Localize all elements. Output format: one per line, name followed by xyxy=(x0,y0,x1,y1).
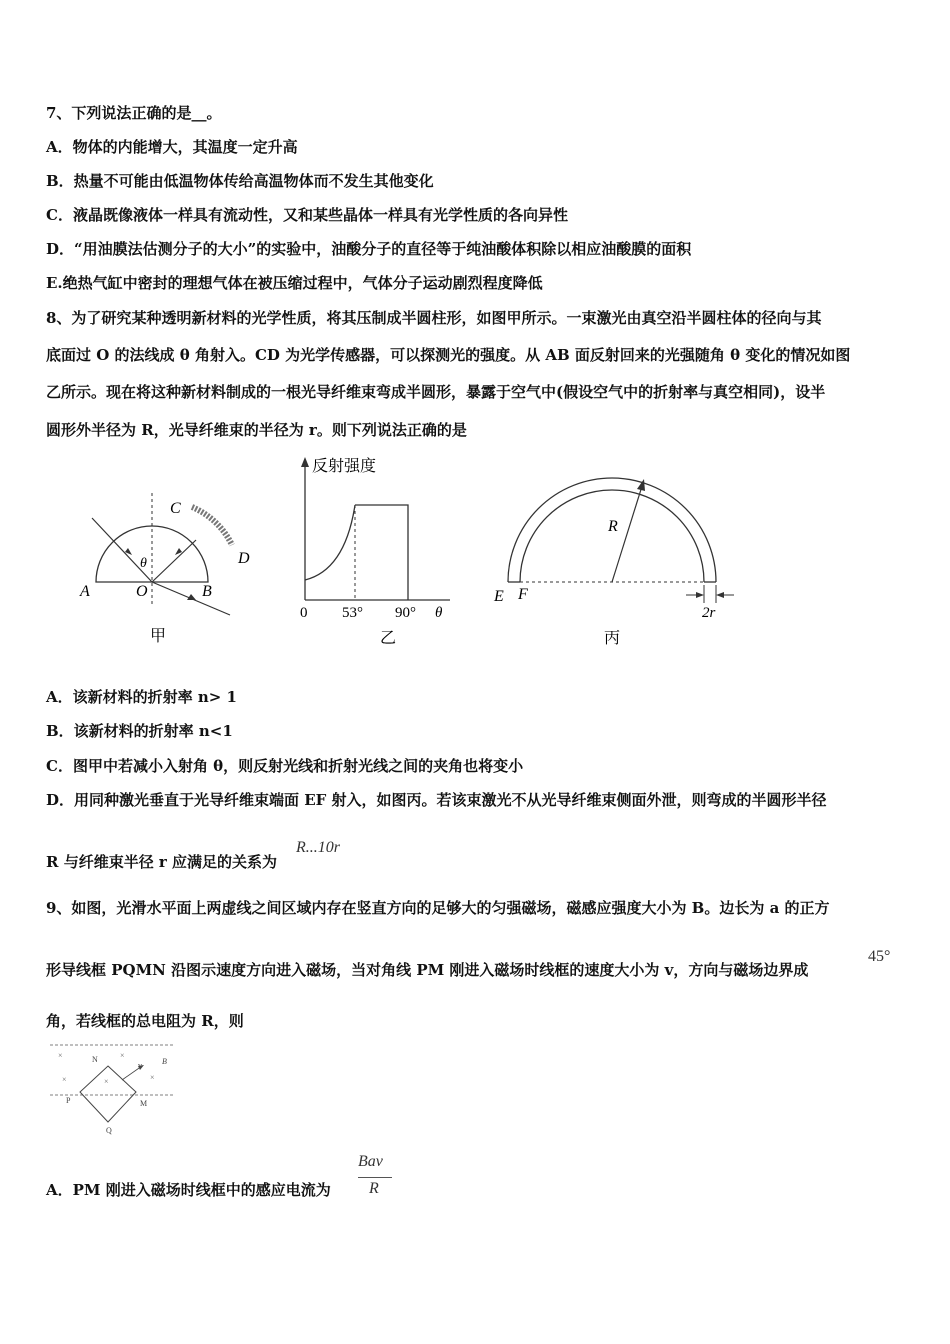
q8-option-a: A．该新材料的折射率 n> 1 xyxy=(46,688,237,706)
yi-tick-0: 0 xyxy=(300,605,308,621)
q8-stem-line-3: 乙所示。现在将这种新材料制成的一根光导纤维束弯成半圆形，暴露于空气中(假设空气中的折射率与真空相同)，设半 xyxy=(46,383,826,401)
yi-tick-90: 90° xyxy=(395,605,416,621)
caption-yi: 乙 xyxy=(380,630,397,647)
q8-option-c: C．图甲中若减小入射角 θ，则反射光线和折射光线之间的夹角也将变小 xyxy=(46,757,524,775)
figure-q9 xyxy=(50,1040,190,1135)
svg-text:×: × xyxy=(120,1051,125,1060)
q9-stem-line-1: 9、如图，光滑水平面上两虚线之间区域内存在竖直方向的足够大的匀强磁场，磁感应强度大小为 B。边长为 a 的正方 xyxy=(46,899,830,917)
q7-option-d: D．“用油膜法估测分子的大小”的实验中，油酸分子的直径等于纯油酸体积除以相应油酸膜的面积 xyxy=(46,240,692,258)
caption-jia: 甲 xyxy=(150,628,167,645)
label-o: O xyxy=(136,583,148,600)
caption-bing: 丙 xyxy=(604,630,621,647)
q7-stem: 7、下列说法正确的是__。 xyxy=(46,104,222,122)
q9-option-a: A．PM 刚进入磁场时线框中的感应电流为 xyxy=(46,1181,331,1199)
q7-option-c: C．液晶既像液体一样具有流动性，又和某些晶体一样具有光学性质的各向异性 xyxy=(46,206,568,224)
q8-stem-line-4: 圆形外半径为 R，光导纤维束的半径为 r。则下列说法正确的是 xyxy=(46,421,467,439)
yi-ylabel: 反射强度 xyxy=(312,458,377,475)
q8-option-b: B．该新材料的折射率 n<1 xyxy=(46,722,233,740)
q9-label-p: P xyxy=(66,1096,71,1105)
bing-label-r: R xyxy=(608,518,618,535)
q7-option-b: B．热量不可能由低温物体传给高温物体而不发生其他变化 xyxy=(46,172,434,190)
q9-fraction-bar xyxy=(358,1177,392,1178)
figure-jia xyxy=(70,485,250,655)
q7-option-a: A．物体的内能增大，其温度一定升高 xyxy=(46,138,298,156)
svg-text:×: × xyxy=(104,1077,109,1086)
q9-label-n: N xyxy=(92,1055,98,1064)
svg-text:×: × xyxy=(58,1051,63,1060)
bing-label-2r: 2r xyxy=(702,605,716,621)
q8-option-d-cont: R 与纤维束半径 r 应满足的关系为 xyxy=(46,853,278,871)
yi-axis-theta: θ xyxy=(435,605,443,621)
q8-option-d: D．用同种激光垂直于光导纤维束端面 EF 射入，如图丙。若该束激光不从光导纤维束侧面外泄，则弯成的半圆形半径 xyxy=(46,791,827,809)
figure-bing xyxy=(488,455,748,655)
figure-yi xyxy=(290,455,460,655)
q9-label-m: M xyxy=(140,1099,148,1108)
bing-label-e: E xyxy=(494,588,504,605)
yi-tick-53: 53° xyxy=(342,605,363,621)
q9-formula-a-numerator: Bav xyxy=(358,1153,383,1170)
q9-formula-a-denominator: R xyxy=(369,1180,379,1197)
q9-stem-line-2: 形导线框 PQMN 沿图示速度方向进入磁场，当对角线 PM 刚进入磁场时线框的速度大小为 v，方向与磁场边界成 xyxy=(46,961,809,979)
svg-text:×: × xyxy=(62,1075,67,1084)
label-b: B xyxy=(202,583,212,600)
bing-label-f: F xyxy=(518,586,528,603)
svg-text:×: × xyxy=(150,1073,155,1082)
q9-label-q: Q xyxy=(106,1126,112,1135)
q8-stem-line-1: 8、为了研究某种透明新材料的光学性质，将其压制成半圆柱形，如图甲所示。一束激光由真空沿半圆柱体的径向与其 xyxy=(46,309,822,327)
q8-stem-line-2: 底面过 O 的法线成 θ 角射入。CD 为光学传感器，可以探测光的强度。从 AB 面反射回来的光强随角 θ 变化的情况如图 xyxy=(46,346,851,364)
label-c: C xyxy=(170,500,181,517)
q9-angle: 45° xyxy=(868,948,891,965)
label-d: D xyxy=(238,550,250,567)
q9-stem-line-3: 角，若线框的总电阻为 R，则 xyxy=(46,1012,244,1030)
label-a: A xyxy=(80,583,90,600)
q7-option-e: E.绝热气缸中密封的理想气体在被压缩过程中，气体分子运动剧烈程度降低 xyxy=(46,274,543,292)
q9-label-b: B xyxy=(162,1057,167,1066)
q8-formula-d: R...10r xyxy=(296,839,340,856)
q9-label-v: v xyxy=(138,1061,142,1070)
label-theta: θ xyxy=(140,556,147,571)
